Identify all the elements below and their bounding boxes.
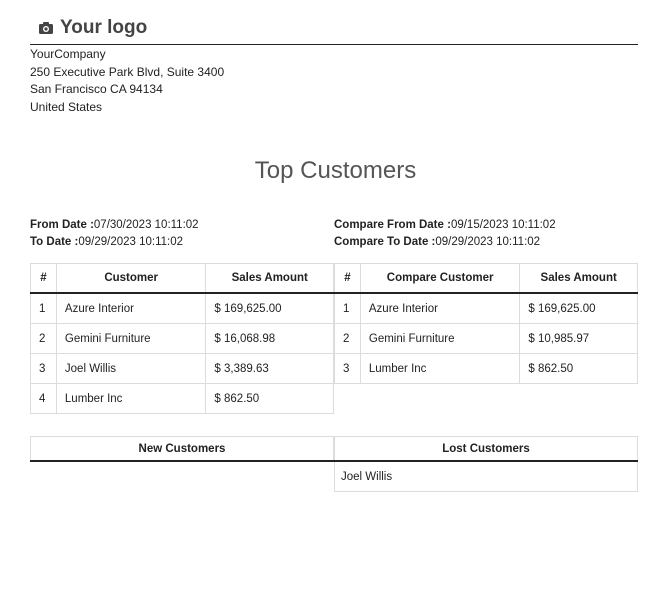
lost-customer-cell: Joel Willis	[335, 461, 638, 492]
rank-cell: 1	[335, 293, 361, 324]
compare-to-date-label: Compare To Date :	[334, 236, 436, 248]
table-row	[31, 324, 334, 354]
customer-cell: Azure Interior	[56, 293, 206, 324]
column-header-sales-amount: Sales Amount	[206, 264, 334, 294]
table-row	[335, 461, 638, 492]
sales-amount-cell: $ 862.50	[520, 354, 638, 384]
compare-from-date-label: Compare From Date :	[334, 219, 451, 231]
compare-customers-table	[334, 263, 638, 384]
customer-cell: Gemini Furniture	[360, 324, 519, 354]
rank-cell: 3	[335, 354, 361, 384]
customer-cell: Joel Willis	[56, 354, 206, 384]
header-divider	[30, 44, 638, 45]
sales-amount-cell: $ 10,985.97	[520, 324, 638, 354]
customer-cell: Gemini Furniture	[56, 324, 206, 354]
company-logo	[38, 15, 147, 41]
rank-cell: 2	[31, 324, 57, 354]
column-header-compare-customer: Compare Customer	[360, 264, 519, 294]
customer-cell: Lumber Inc	[56, 384, 206, 414]
rank-cell: 3	[31, 354, 57, 384]
column-header-new-customers: New Customers	[31, 437, 334, 462]
from-date-label: From Date :	[30, 219, 94, 231]
customer-cell: Azure Interior	[360, 293, 519, 324]
sales-amount-cell: $ 169,625.00	[206, 293, 334, 324]
report-title: Top Customers	[254, 157, 417, 184]
company-address	[30, 46, 224, 116]
sales-amount-cell: $ 169,625.00	[520, 293, 638, 324]
compare-from-date-value: 09/15/2023 10:11:02	[450, 219, 556, 231]
top-customers-table	[30, 263, 334, 414]
column-header-rank: #	[335, 264, 361, 294]
table-row	[335, 324, 638, 354]
column-header-sales-amount: Sales Amount	[520, 264, 638, 294]
to-date-label: To Date :	[30, 236, 79, 248]
rank-cell: 4	[31, 384, 57, 414]
customer-cell: Lumber Inc	[360, 354, 519, 384]
from-date-value: 07/30/2023 10:11:02	[93, 219, 199, 231]
company-street: 250 Executive Park Blvd, Suite 3400	[30, 64, 225, 79]
column-header-rank: #	[31, 264, 57, 294]
lost-customers-table	[334, 436, 638, 492]
table-row	[31, 384, 334, 414]
compare-date-range	[334, 217, 556, 251]
sales-amount-cell: $ 862.50	[206, 384, 334, 414]
table-row	[31, 293, 334, 324]
table-row	[335, 293, 638, 324]
table-row	[335, 354, 638, 384]
rank-cell: 1	[31, 293, 57, 324]
sales-amount-cell: $ 16,068.98	[206, 324, 334, 354]
company-name: YourCompany	[30, 47, 106, 61]
company-city: San Francisco CA 94134	[30, 82, 163, 96]
date-range	[30, 217, 199, 251]
to-date-value: 09/29/2023 10:11:02	[78, 236, 184, 248]
column-header-customer: Customer	[56, 264, 206, 294]
rank-cell: 2	[335, 324, 361, 354]
company-country: United States	[30, 99, 103, 114]
sales-amount-cell: $ 3,389.63	[206, 354, 334, 384]
new-customers-table	[30, 436, 334, 462]
column-header-lost-customers: Lost Customers	[335, 437, 638, 462]
logo-text: Your logo	[60, 17, 148, 38]
compare-to-date-value: 09/29/2023 10:11:02	[435, 236, 541, 248]
camera-icon	[38, 21, 54, 35]
table-row	[31, 354, 334, 384]
